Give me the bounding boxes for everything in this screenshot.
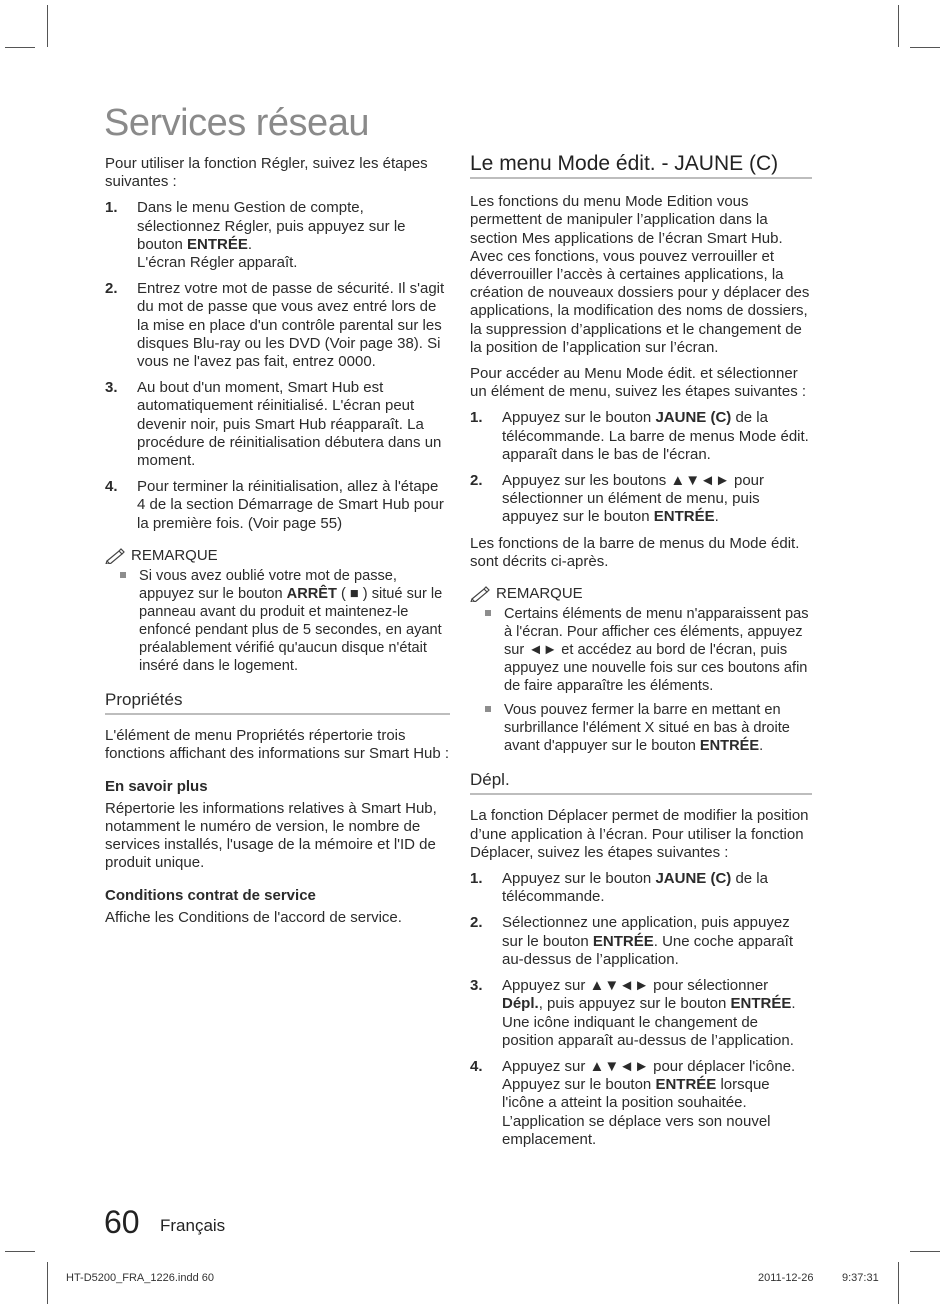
step-item xyxy=(470,870,812,906)
note-item: Certains éléments de menu n'apparaissent pas à l'écran. Pour afficher ces éléments, appuyez sur ◄► et accédez au bord de l'écran, puis appuyez une nouvelle fois sur ces boutons afin de faire apparaître les éléments. xyxy=(470,605,812,695)
bold-term: Dépl. xyxy=(502,995,539,1013)
step-number: 2. xyxy=(470,914,483,932)
step-item xyxy=(105,199,450,272)
note-heading xyxy=(105,547,450,565)
section-title: Services réseau xyxy=(104,102,369,144)
step-item xyxy=(470,1058,812,1149)
step-list xyxy=(470,409,812,526)
bold-term: ENTRÉE xyxy=(730,995,792,1013)
page-language: Français xyxy=(160,1216,226,1235)
step-number: 1. xyxy=(105,199,118,217)
step-number: 1. xyxy=(470,870,483,888)
page-number: 60 xyxy=(104,1204,140,1240)
bold-term: JAUNE (C) xyxy=(655,409,732,427)
step-list xyxy=(105,199,450,532)
pencil-note-icon xyxy=(470,586,492,602)
step-item xyxy=(470,977,812,1050)
step-item xyxy=(470,409,812,464)
step-number: 3. xyxy=(105,379,118,397)
edit-mode-heading: Le menu Mode édit. - JAUNE (C) xyxy=(470,155,812,179)
step-item xyxy=(470,914,812,969)
square-bullet-icon xyxy=(120,572,126,578)
step-number: 4. xyxy=(470,1057,483,1075)
note-item: Vous pouvez fermer la barre en mettant en surbrillance l'élément X situé en bas à droite avant d'appuyer sur le bouton ENTRÉE. xyxy=(470,701,812,755)
crop-mark xyxy=(5,1251,35,1252)
right-column xyxy=(470,152,812,1157)
note-label: REMARQUE xyxy=(496,585,583,603)
bold-term: ENTRÉE xyxy=(699,738,760,755)
bold-term: ENTRÉE xyxy=(653,508,715,526)
bold-term: ENTRÉE xyxy=(187,235,248,253)
note-label: REMARQUE xyxy=(131,546,218,564)
edit-mode-access: Pour accéder au Menu Mode édit. et sélectionner un élément de menu, suivez les étapes suivantes : xyxy=(470,365,807,401)
step-number: 4. xyxy=(105,478,118,496)
step-number: 1. xyxy=(470,409,483,427)
edit-mode-after: Les fonctions de la barre de menus du Mode édit. sont décrits ci-après. xyxy=(470,534,800,570)
crop-mark xyxy=(910,47,940,48)
intro-text: Pour utiliser la fonction Régler, suivez les étapes suivantes : xyxy=(105,155,428,191)
bold-term: ENTRÉE xyxy=(655,1076,717,1094)
square-bullet-icon xyxy=(485,706,491,712)
step-text: Appuyez sur ▲▼◄► pour sélectionner Dépl., puis appuyez sur le bouton ENTRÉE. Une icône indiquant le changement de position apparaît au-dessus de l’application. xyxy=(502,977,796,1049)
step-item xyxy=(105,379,450,470)
bold-term: JAUNE (C) xyxy=(655,870,732,888)
step-item xyxy=(105,478,450,533)
crop-mark xyxy=(910,1251,940,1252)
step-number: 2. xyxy=(470,472,483,490)
properties-intro: L'élément de menu Propriétés répertorie trois fonctions affichant des informations sur Smart Hub : xyxy=(105,727,450,763)
crop-mark xyxy=(47,1262,48,1304)
step-number: 2. xyxy=(105,280,118,298)
step-text: Dans le menu Gestion de compte, sélectionnez Régler, puis appuyez sur le bouton ENTRÉE. xyxy=(137,199,406,253)
pencil-note-icon xyxy=(105,548,127,564)
note-item: Si vous avez oublié votre mot de passe, appuyez sur le bouton ARRÊT ( ■ ) situé sur le panneau avant du produit et maintenez-le enfoncé pendant plus de 5 secondes, en ayant préalablement vérifié qu'aucun disque n'était inséré dans le logement. xyxy=(105,567,450,675)
step-list xyxy=(470,870,812,1149)
more-heading: En savoir plus xyxy=(105,777,208,795)
move-intro: La fonction Déplacer permet de modifier la position d’une application à l’écran. Pour utiliser la fonction Déplacer, suivez les étapes suivantes : xyxy=(470,807,809,861)
bold-term: ENTRÉE xyxy=(592,932,654,950)
slug-time: 9:37:31 xyxy=(842,1272,879,1284)
properties-heading: Propriétés xyxy=(105,691,450,715)
step-text: Appuyez sur ▲▼◄► pour déplacer l'icône. Appuyez sur le bouton ENTRÉE lorsque l'icône a atteint la position souhaitée. L’application se déplace vers son nouvel emplacement. xyxy=(502,1057,796,1148)
step-text: Appuyez sur les boutons ▲▼◄► pour sélectionner un élément de menu, puis appuyez sur le bouton ENTRÉE. xyxy=(502,472,765,526)
note-heading xyxy=(470,585,812,603)
step-number: 3. xyxy=(470,977,483,995)
edit-mode-intro: Les fonctions du menu Mode Edition vous permettent de manipuler l’application dans la section Mes applications de l’écran Smart Hub. Avec ces fonctions, vous pouvez verrouiller et déverrouiller l’accès à certaines applications, la création de nouveaux dossiers pour y déplacer des applications, la modification des noms de dossiers, la suppression d’applications et le changement de la position de l’application sur l’écran. xyxy=(470,193,810,356)
note-list xyxy=(470,605,812,755)
bold-term: ARRÊT xyxy=(286,586,337,603)
step-text: Entrez votre mot de passe de sécurité. Il s'agit du mot de passe que vous avez entré lors de la mise en place d'un contrôle parental sur les disques Blu-ray ou les DVD (Voir page 38). Si vous ne l'avez pas fait, entrez 0000. xyxy=(137,280,445,371)
step-item xyxy=(470,472,812,527)
slug-date: 2011-12-26 xyxy=(758,1272,814,1284)
step-text: Pour terminer la réinitialisation, allez à l'étape 4 de la section Démarrage de Smart Hub pour la première fois. (Voir page 55) xyxy=(137,478,444,532)
terms-heading: Conditions contrat de service xyxy=(105,886,316,904)
crop-mark xyxy=(47,5,48,47)
more-text: Répertorie les informations relatives à Smart Hub, notamment le numéro de version, le nombre de services installés, l'usage de la mémoire et l'ID de produit unique. xyxy=(105,799,437,872)
terms-text: Affiche les Conditions de l'accord de service. xyxy=(105,908,402,926)
square-bullet-icon xyxy=(485,610,491,616)
step-text: Sélectionnez une application, puis appuyez sur le bouton ENTRÉE. Une coche apparaît au-dessus de l’application. xyxy=(502,914,794,968)
note-list xyxy=(105,567,450,675)
step-result: L'écran Régler apparaît. xyxy=(137,254,298,272)
crop-mark xyxy=(898,5,899,47)
step-text: Appuyez sur le bouton JAUNE (C) de la télécommande. La barre de menus Mode édit. apparaît dans le bas de l'écran. xyxy=(502,409,809,463)
step-item xyxy=(105,280,450,371)
move-heading: Dépl. xyxy=(470,771,812,795)
crop-mark xyxy=(5,47,35,48)
slug-file: HT-D5200_FRA_1226.indd 60 xyxy=(66,1272,214,1284)
step-text: Appuyez sur le bouton JAUNE (C) de la télécommande. xyxy=(502,870,768,906)
step-text: Au bout d'un moment, Smart Hub est automatiquement réinitialisé. L'écran peut devenir noir, puis Smart Hub réapparaît. La procédure de réinitialisation débutera dans un moment. xyxy=(137,379,442,470)
crop-mark xyxy=(898,1262,899,1304)
left-column xyxy=(105,155,450,935)
